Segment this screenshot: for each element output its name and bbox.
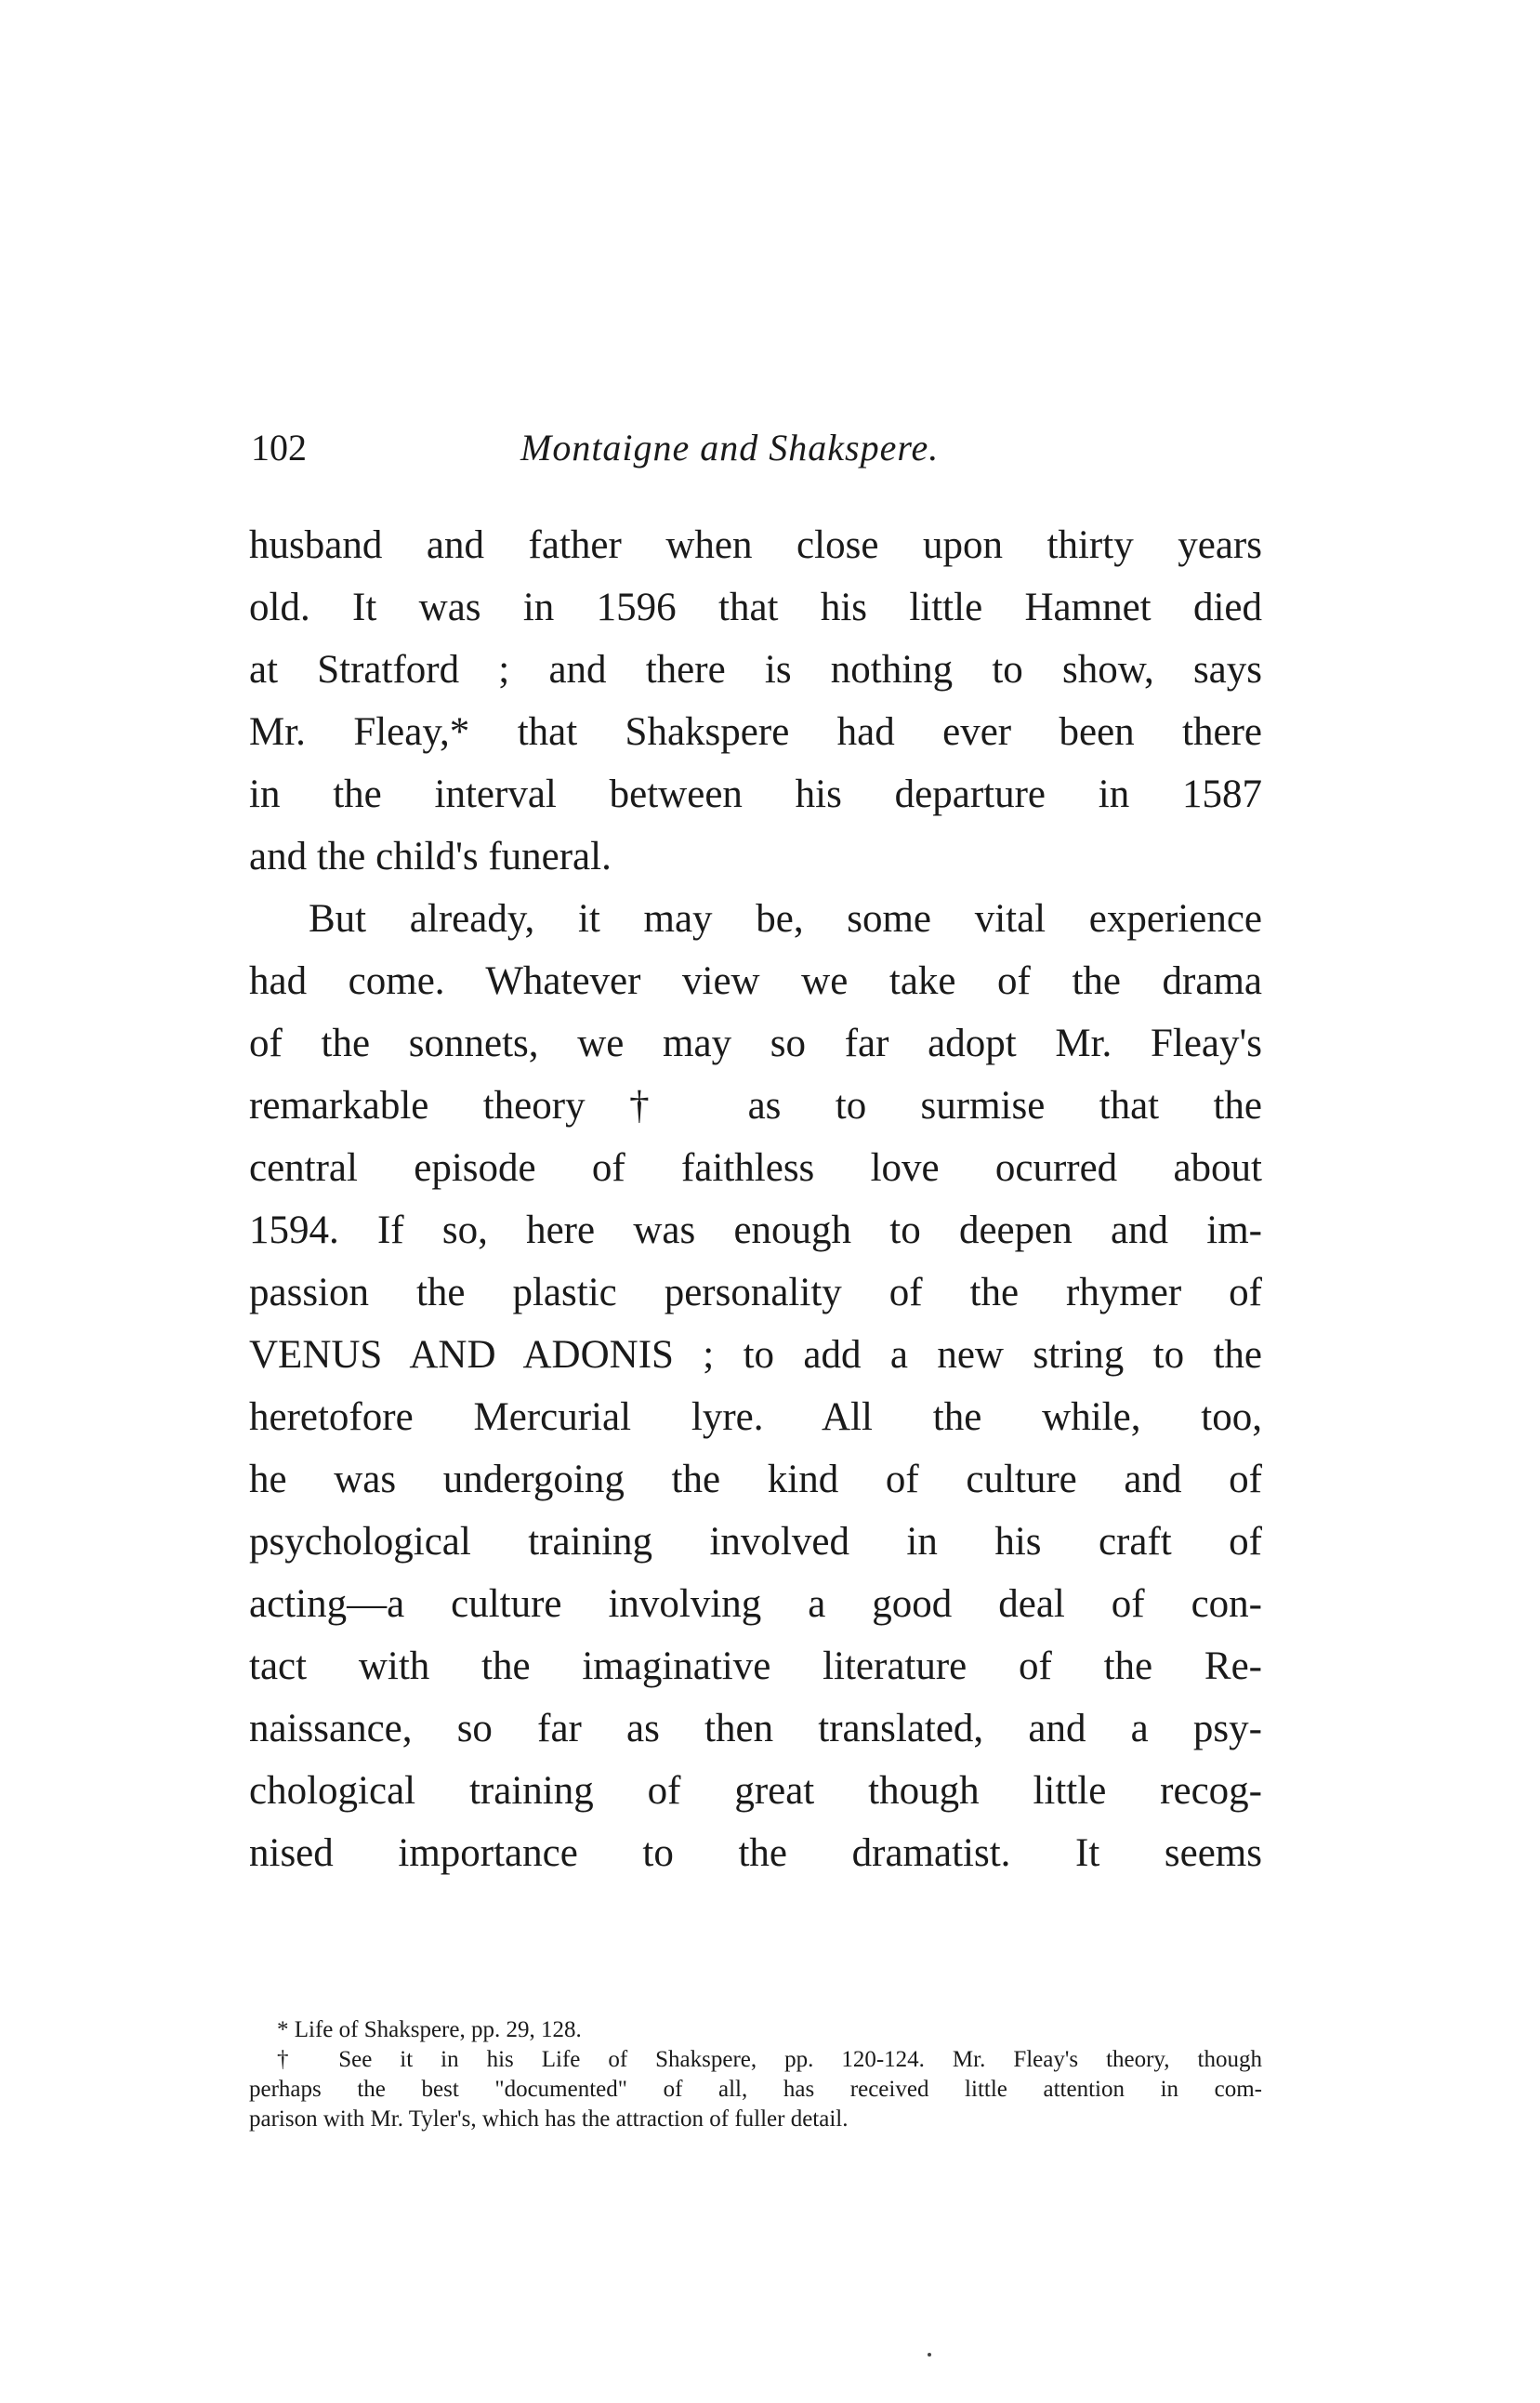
body-text: [249, 514, 1262, 1884]
footnotes: [249, 2015, 1262, 2134]
footnote-2-line: † See it in his Life of Shakspere, pp. 120-124. Mr. Fleay's theory, though: [277, 2047, 1262, 2072]
text-line: of the sonnets, we may so far adopt Mr. Fleay's: [249, 1022, 1262, 1065]
text-line: heretofore Mercurial lyre. All the while, too,: [249, 1395, 1262, 1439]
text-line: and the child's funeral.: [249, 835, 612, 878]
text-line: Mr. Fleay,* that Shakspere had ever been there: [249, 710, 1262, 754]
ink-speck: [928, 2353, 931, 2357]
running-title: Montaigne and Shakspere.: [520, 427, 940, 469]
text-line: naissance, so far as then translated, and a psy-: [249, 1707, 1262, 1750]
text-line: VENUS AND ADONIS ; to add a new string to the: [249, 1333, 1262, 1377]
text-line: he was undergoing the kind of culture and of: [249, 1458, 1262, 1501]
page-number: 102: [251, 427, 307, 469]
text-line: at Stratford ; and there is nothing to show, says: [249, 648, 1262, 692]
footnote-2-line: parison with Mr. Tyler's, which has the attraction of fuller detail.: [249, 2106, 849, 2132]
text-line: tact with the imaginative literature of the Re-: [249, 1644, 1262, 1688]
text-line: psychological training involved in his craft of: [249, 1520, 1262, 1564]
text-line: 1594. If so, here was enough to deepen and im-: [249, 1208, 1262, 1252]
running-head: [251, 426, 1283, 482]
footnote-2-line: perhaps the best "documented" of all, has received little attention in com-: [249, 2077, 1262, 2102]
text-line: nised importance to the dramatist. It seems: [249, 1831, 1262, 1875]
text-line: acting—a culture involving a good deal of con-: [249, 1582, 1262, 1626]
text-line: chological training of great though little recog-: [249, 1769, 1262, 1813]
footnote-1: * Life of Shakspere, pp. 29, 128.: [277, 2017, 582, 2042]
text-line: passion the plastic personality of the rhymer of: [249, 1271, 1262, 1314]
text-line: remarkable theory† as to surmise that the: [249, 1084, 1262, 1128]
text-line: central episode of faithless love ocurred about: [249, 1146, 1262, 1190]
text-line: husband and father when close upon thirty years: [249, 523, 1262, 567]
text-line: in the interval between his departure in 1587: [249, 772, 1262, 816]
text-line: old. It was in 1596 that his little Hamnet died: [249, 586, 1262, 629]
text-line: had come. Whatever view we take of the drama: [249, 959, 1262, 1003]
text-line: But already, it may be, some vital experience: [309, 897, 1262, 941]
